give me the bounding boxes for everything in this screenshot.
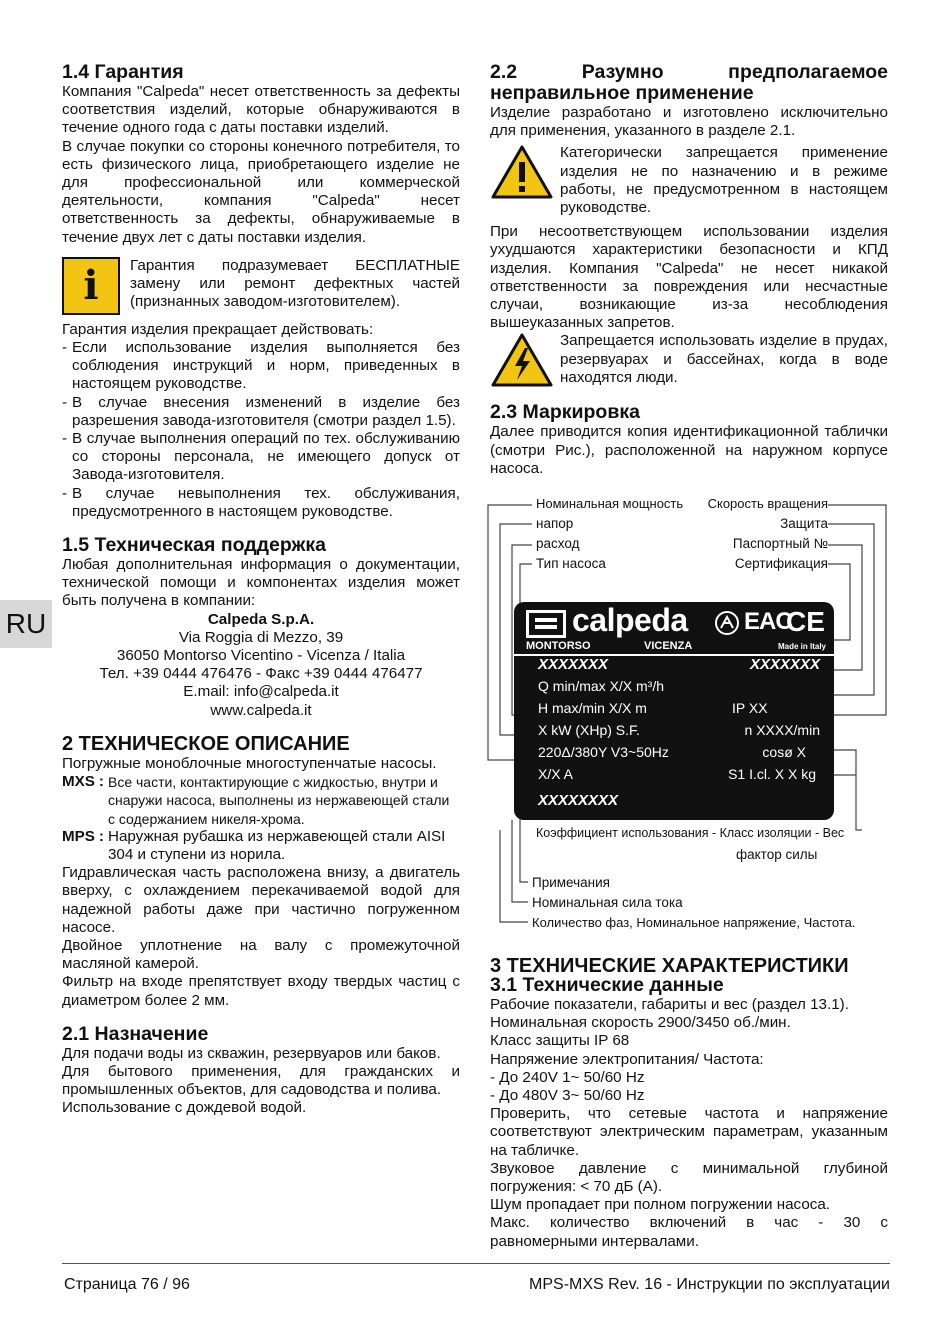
warranty-list <box>62 339 460 521</box>
info-note-text: Гарантия подразумевает БЕСПЛАТНЫЕ замену или ремонт дефектных частей (признанных заводом-изготовителем). <box>130 256 460 311</box>
label-head: напор <box>536 516 574 531</box>
label-flow: расход <box>536 536 580 551</box>
plate-flow: Q min/max X/X m³/h <box>538 678 665 694</box>
plate-cos: cosø X <box>762 744 806 760</box>
paragraph: Гидравлическая часть расположена внизу, а двигатель вверху, с охлаждением перекачиваемой водой для надежной работы даже при частично погруженном насосе. <box>62 864 460 936</box>
spec-line: - До 480V 3~ 50/60 Hz <box>490 1087 645 1105</box>
nameplate-diagram <box>484 490 894 940</box>
electric-warning-text: Запрещается использовать изделие в прудах, резервуарах и бассейнах, когда в воде находятся люди. <box>560 332 888 386</box>
plate-current: X/X A <box>538 766 574 782</box>
city-vicenza: VICENZA <box>644 640 693 652</box>
plate-notes: XXXXXXXX <box>538 792 619 809</box>
plate-rpm: n XXXX/min <box>744 722 820 738</box>
term-text: Все части, контактирующие с жидкостью, внутри и снаружи насоса, выполнены из нержавеющей стали с содержанием никеля-хрома. <box>107 774 450 827</box>
document-title: MPS-MXS Rev. 16 - Инструкции по эксплуатации <box>529 1276 890 1293</box>
section-1-4-title: 1.4 Гарантия <box>62 61 184 83</box>
label-rated-current: Номинальная сила тока <box>532 895 683 910</box>
paragraph: Изделие разработано и изготовлено исключительно для применения, указанного в разделе 2.1. <box>490 104 888 140</box>
paragraph: Звуковое давление с минимальной глубиной погружения: < 70 дБ (А). <box>490 1159 888 1196</box>
company-name: Calpeda S.p.A. <box>207 610 315 628</box>
footer-divider <box>62 1263 890 1264</box>
made-in-label: Made in Italy <box>777 642 826 651</box>
certification-mark-icon <box>714 610 740 636</box>
paragraph: При несоответствующем использовании изделия ухудшаются характеристики безопасности и КПД изделия. Компания "Calpeda" не несет никакой ответственности за повреждения или несчастные случаи, возникающие из-за несоблюдения вышеуказанных запретов. <box>490 223 888 332</box>
mxs-description: MXS : Все части, контактирующие с жидкостью, внутри и снаружи насоса, выполнены из нержавеющей стали с содержанием никеля-хрома. <box>62 773 460 828</box>
nameplate <box>514 602 834 820</box>
paragraph: Использование с дождевой водой. <box>62 1099 307 1117</box>
address-line: Via Roggia di Mezzo, 39 <box>178 628 344 646</box>
paragraph: Далее приводится копия идентификационной таблички (смотри Рис.), расположенной на наружном корпусе насоса. <box>490 423 888 477</box>
company-address <box>62 611 460 720</box>
section-1-5-title: 1.5 Техническая поддержка <box>62 534 326 557</box>
warning-icon <box>490 144 554 200</box>
label-certification: Сертификация <box>734 556 828 571</box>
paragraph: Шум пропадает при полном погружении насоса. <box>490 1196 831 1214</box>
spec-line: - До 240V 1~ 50/60 Hz <box>490 1068 645 1086</box>
warning-note <box>490 144 888 217</box>
spec-line: Класс защиты IP 68 <box>490 1032 630 1050</box>
phone-line: Тел. +39 0444 476476 - Факс +39 0444 476477 <box>99 665 423 683</box>
language-tab <box>0 600 52 648</box>
paragraph: Двойное уплотнение на валу с промежуточной масляной камерой. <box>62 936 460 973</box>
paragraph: Погружные моноблочные многоступенчатые насосы. <box>62 754 437 772</box>
section-3-title: 3 ТЕХНИЧЕСКИЕ ХАРАКТЕРИСТИКИ <box>490 955 849 977</box>
label-power-factor: фактор силы <box>736 847 818 862</box>
paragraph: Для бытового применения, для гражданских и промышленных объектов, для садоводства и полива. <box>62 1062 460 1099</box>
warning-note-text: Категорически запрещается применение изделия не по назначению и в режиме работы, не предусмотренном в настоящем руководстве. <box>560 144 888 217</box>
term-label: MPS <box>62 827 95 845</box>
spec-line: Рабочие показатели, габариты и вес (раздел 13.1). <box>490 996 849 1013</box>
term-label: MXS <box>62 773 95 791</box>
plate-voltage: 220Δ/380Y V3~50Hz <box>538 744 669 760</box>
paragraph: Фильтр на входе препятствует входу твердых частиц с диаметром более 2 мм. <box>62 973 460 1009</box>
page-number: Страница 76 / 96 <box>64 1276 190 1293</box>
label-protection: Защита <box>780 516 828 531</box>
high-voltage-icon <box>490 332 554 388</box>
list-item: - В случае невыполнения тех. обслуживания, предусмотренного в настоящем руководстве. <box>62 485 460 521</box>
section-3 <box>490 956 888 1251</box>
paragraph: Компания "Calpeda" несет ответственность за дефекты соответствия изделий, которые обнаруживаются в течение одного года с даты поставки изделий. <box>62 83 460 137</box>
brand-name: calpeda <box>572 602 688 638</box>
section-2-title: 2 ТЕХНИЧЕСКОЕ ОПИСАНИЕ <box>62 732 350 755</box>
plate-power: X kW (XHp) S.F. <box>538 722 640 738</box>
section-2-2-title: 2.2 Разумно предполагаемое неправильное применение <box>490 61 888 104</box>
website-line: www.calpeda.it <box>210 701 312 719</box>
plate-serial: XXXXXXX <box>749 656 820 673</box>
language-tab-label: RU <box>5 608 47 639</box>
label-pump-type: Тип насоса <box>536 556 606 571</box>
city-montorso: MONTORSO <box>526 640 591 652</box>
eac-mark: EAC <box>744 608 792 635</box>
label-phases: Количество фаз, Номинальное напряжение, Частота. <box>532 915 856 930</box>
plate-ip: IP XX <box>732 700 768 716</box>
mps-description: MPS : Наружная рубашка из нержавеющей стали AISI 304 и ступени из норила. <box>62 828 460 864</box>
spec-line: Напряжение электропитания/ Частота: <box>490 1050 764 1068</box>
electric-warning-note <box>490 332 888 388</box>
ce-mark: CE <box>786 606 825 637</box>
paragraph: Макс. количество включений в час - 30 с равномерными интервалами. <box>490 1214 888 1250</box>
plate-type: XXXXXXX <box>538 656 609 673</box>
left-column <box>62 62 460 1118</box>
email-line: E.mail: info@calpeda.it <box>183 683 339 701</box>
section-3-1-title: 3.1 Технические данные <box>490 974 724 996</box>
calpeda-logo <box>526 610 566 638</box>
paragraph: Гарантия изделия прекращает действовать: <box>62 320 374 338</box>
address-line: 36050 Montorso Vicentino - Vicenza / Italia <box>116 647 406 665</box>
label-notes: Примечания <box>532 875 610 890</box>
label-speed: Скорость вращения <box>707 496 828 511</box>
right-column <box>490 62 888 478</box>
list-item: - В случае выполнения операций по тех. обслуживанию со стороны персонала, не имеющего допуск от Завода-изготовителя. <box>62 430 460 485</box>
list-item: - Если использование изделия выполняется без соблюдения инструкций и норм, приведенных в настоящем руководстве. <box>62 339 460 394</box>
plate-class-weight: S1 I.cl. X X kg <box>728 766 816 782</box>
paragraph: Любая дополнительная информация о документации, технической помощи и компонентах изделия может быть получена в компании: <box>62 556 460 610</box>
label-serial: Паспортный № <box>732 536 828 551</box>
info-note <box>62 257 460 315</box>
section-2-1-title: 2.1 Назначение <box>62 1022 209 1045</box>
term-text: Наружная рубашка из нержавеющей стали AISI 304 и ступени из норила. <box>107 827 446 863</box>
paragraph: Проверить, что сетевые частота и напряжение соответствуют электрическим параметрам, указанным на табличке. <box>490 1105 888 1159</box>
section-2-3-title: 2.3 Маркировка <box>490 401 640 424</box>
spec-line: Номинальная скорость 2900/3450 об./мин. <box>490 1014 791 1032</box>
list-item: - В случае внесения изменений в изделие без разрешения завода-изготовителя (смотри раздел 1.5). <box>62 394 460 430</box>
info-icon: i <box>62 257 120 315</box>
label-power: Номинальная мощность <box>536 496 684 511</box>
paragraph: Для подачи воды из скважин, резервуаров или баков. <box>62 1044 441 1062</box>
plate-head: H max/min X/X m <box>538 700 647 716</box>
paragraph: В случае покупки со стороны конечного потребителя, то есть физического лица, приобретающего изделие не для профессиональной или коммерческой деятельности, компания "Calpeda" несет ответственность за дефекты, обнаруживаемые в течение двух лет с даты поставки изделия. <box>62 137 460 246</box>
label-coefficient: Коэффициент использования - Класс изоляции - Вес <box>536 826 845 840</box>
